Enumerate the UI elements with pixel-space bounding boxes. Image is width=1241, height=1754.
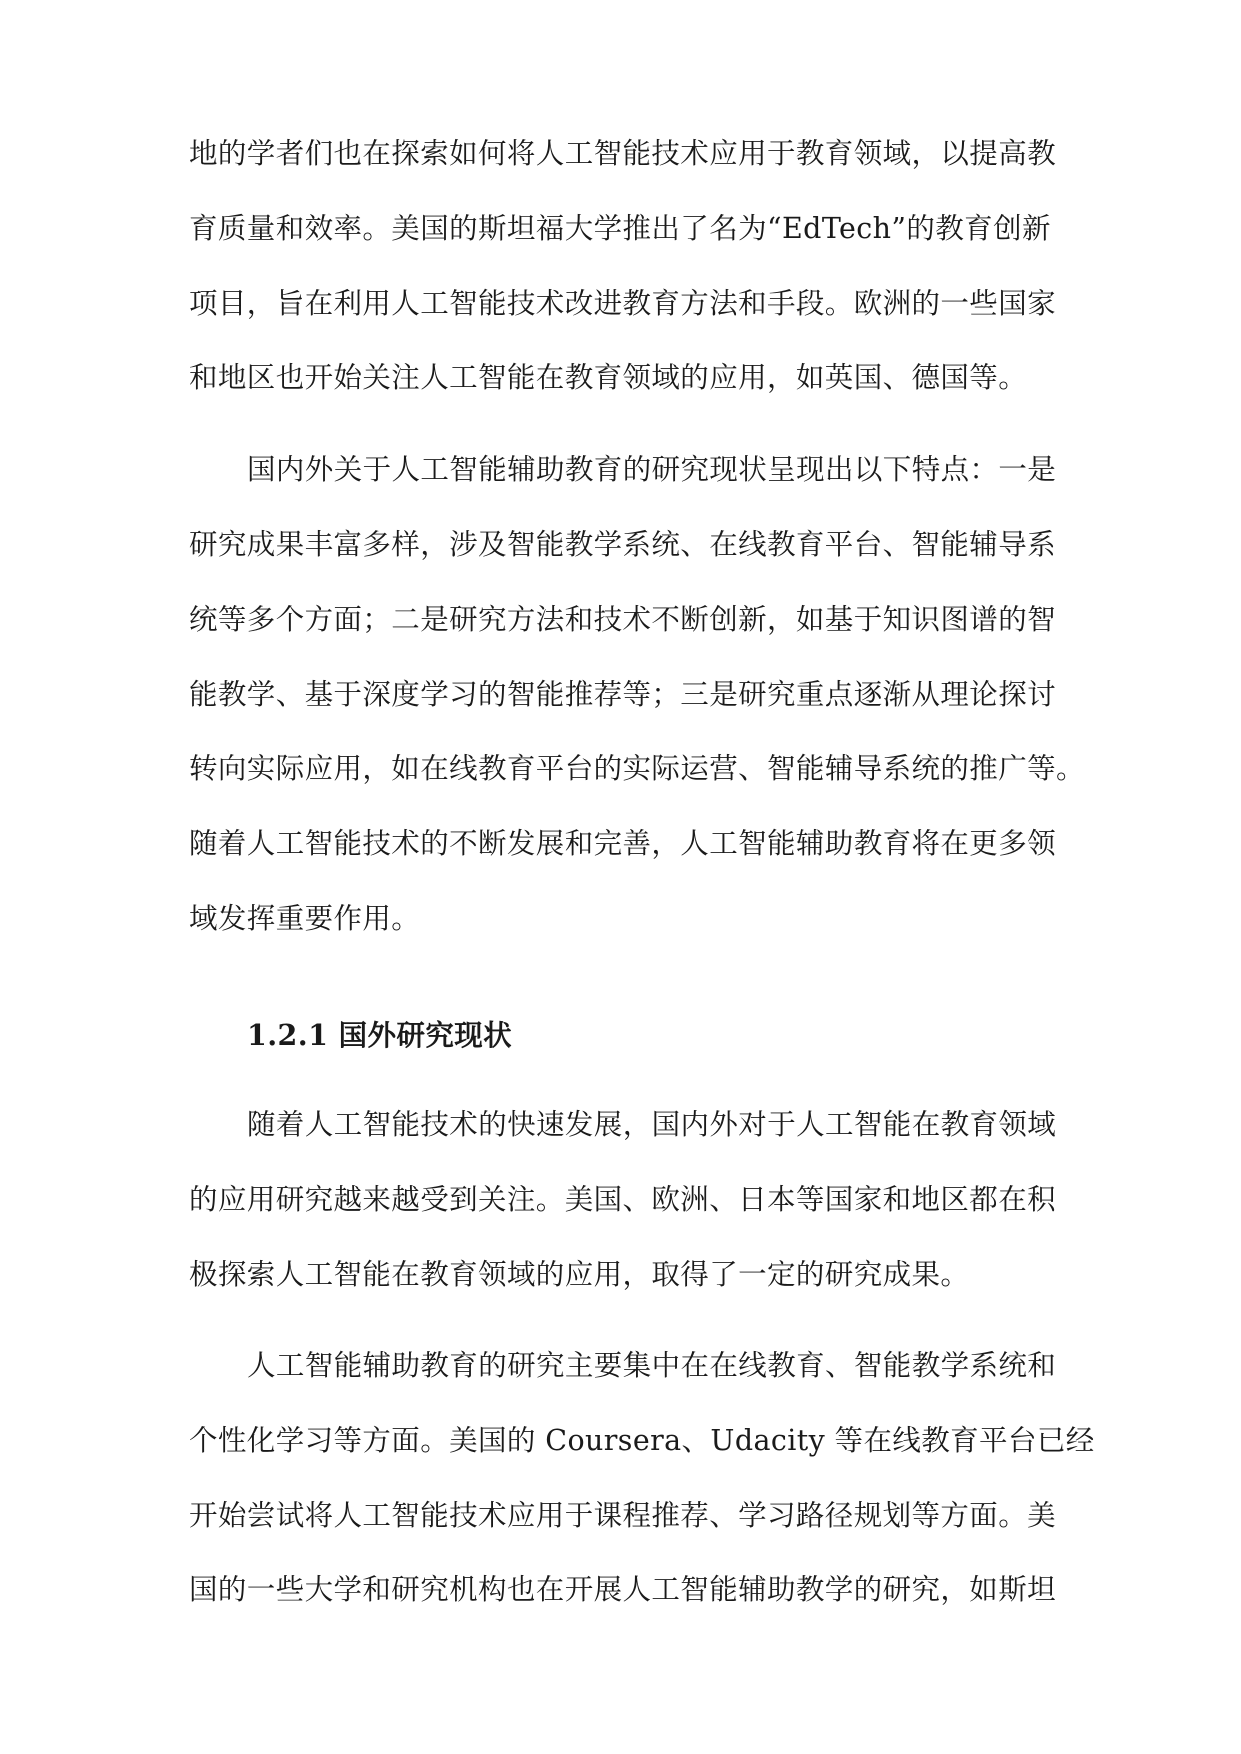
paragraph-1-line-4: 和地区也开始关注人工智能在教育领域的应用，如英国、德国等。 bbox=[189, 361, 1028, 394]
paragraph-4-line-2: 个性化学习等方面。美国的 Coursera、Udacity 等在线教育平台已经 bbox=[189, 1424, 1095, 1457]
paragraph-2-line-3: 统等多个方面；二是研究方法和技术不断创新，如基于知识图谱的智 bbox=[189, 603, 1057, 636]
paragraph-4-line-3: 开始尝试将人工智能技术应用于课程推荐、学习路径规划等方面。美 bbox=[189, 1499, 1057, 1532]
paragraph-2-line-5: 转向实际应用，如在线教育平台的实际运营、智能辅导系统的推广等。 bbox=[189, 752, 1085, 785]
paragraph-3-line-3: 极探索人工智能在教育领域的应用，取得了一定的研究成果。 bbox=[189, 1258, 970, 1291]
paragraph-4-line-1: 人工智能辅助教育的研究主要集中在在线教育、智能教学系统和 bbox=[247, 1349, 1057, 1382]
paragraph-2-line-2: 研究成果丰富多样，涉及智能教学系统、在线教育平台、智能辅导系 bbox=[189, 528, 1057, 561]
paragraph-2-line-7: 域发挥重要作用。 bbox=[189, 902, 421, 935]
paragraph-1-line-2: 育质量和效率。美国的斯坦福大学推出了名为“EdTech”的教育创新 bbox=[189, 212, 1051, 245]
paragraph-2-line-4: 能教学、基于深度学习的智能推荐等；三是研究重点逐渐从理论探讨 bbox=[189, 678, 1057, 711]
section-heading: 1.2.1 国外研究现状 bbox=[247, 1018, 513, 1052]
paragraph-1-line-3: 项目，旨在利用人工智能技术改进教育方法和手段。欧洲的一些国家 bbox=[189, 287, 1057, 320]
paragraph-3-line-1: 随着人工智能技术的快速发展，国内外对于人工智能在教育领域 bbox=[247, 1108, 1057, 1141]
paragraph-2-line-6: 随着人工智能技术的不断发展和完善，人工智能辅助教育将在更多领 bbox=[189, 827, 1057, 860]
paragraph-2-line-1: 国内外关于人工智能辅助教育的研究现状呈现出以下特点：一是 bbox=[247, 453, 1057, 486]
paragraph-3-line-2: 的应用研究越来越受到关注。美国、欧洲、日本等国家和地区都在积 bbox=[189, 1183, 1057, 1216]
paragraph-1-line-1: 地的学者们也在探索如何将人工智能技术应用于教育领域，以提高教 bbox=[189, 137, 1057, 170]
paragraph-4-line-4: 国的一些大学和研究机构也在开展人工智能辅助教学的研究，如斯坦 bbox=[189, 1573, 1057, 1606]
